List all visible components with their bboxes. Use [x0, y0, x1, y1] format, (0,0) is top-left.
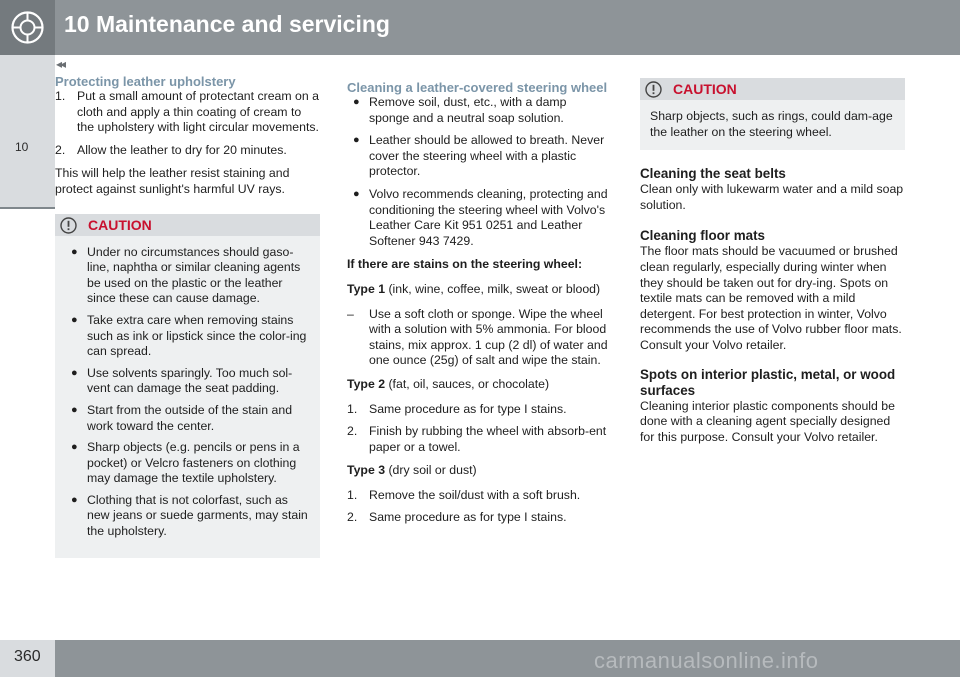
seat-belts-heading: Cleaning the seat belts: [640, 166, 786, 182]
chapter-tab-number: 10: [15, 140, 29, 154]
bullet-text: Start from the outside of the stain and work toward the center.: [87, 402, 293, 433]
bullet-icon: ●: [71, 245, 78, 258]
watermark-text: carmanualsonline.info: [594, 648, 819, 673]
step-number: 2.: [347, 424, 358, 439]
list-item: [347, 510, 609, 526]
caution-box: [55, 214, 320, 558]
list-item: [65, 245, 310, 307]
column-leather-upholstery: [55, 74, 320, 558]
type3-label-line: [347, 463, 609, 479]
bullet-text: Volvo recommends cleaning, protecting and conditioning the steering wheel with Volvo's Leather Care Kit 951 0251 and Leather Softener 943 7429.: [369, 186, 608, 248]
caution-list: [65, 245, 310, 540]
section-heading: Protecting leather upholstery: [55, 74, 236, 89]
warning-icon: [645, 81, 662, 98]
step-number: 2.: [347, 510, 358, 525]
type1-label: Type 1: [347, 281, 386, 296]
list-item: [65, 313, 310, 360]
seat-belts-text: Clean only with lukewarm water and a mild soap solution.: [640, 182, 904, 212]
bullet-text: Clothing that is not colorfast, such as new jeans or suede garments, may stain the upholstery.: [87, 492, 308, 539]
caution-title: CAUTION: [673, 81, 737, 97]
list-item: [65, 366, 310, 397]
section-heading: Cleaning a leather-covered steering wheel: [347, 80, 608, 95]
bullet-text: Use solvents sparingly. Too much sol-vent can damage the seat padding.: [87, 365, 293, 396]
type1-steps: [347, 307, 609, 369]
list-item: [55, 89, 320, 136]
list-item: [55, 143, 320, 159]
bullet-text: Leather should be allowed to breath. Never cover the steering wheel with a plastic protector.: [369, 133, 605, 179]
spots-text: Cleaning interior plastic components should be done with a cleaning agent specially designed for this purpose. Consult your Volvo retailer.: [640, 398, 895, 444]
bullet-text: Sharp objects (e.g. pencils or pens in a pocket) or Velcro fasteners on clothing may damage the textile upholstery.: [87, 440, 300, 486]
list-item: [347, 424, 609, 455]
caution-header: [55, 214, 320, 236]
bullet-icon: ●: [353, 187, 360, 200]
bullet-icon: ●: [353, 134, 360, 147]
caution-body: [640, 100, 905, 140]
bullet-text: Remove soil, dust, etc., with a damp sponge and a neutral soap solution.: [369, 95, 567, 125]
spots-heading: Spots on interior plastic, metal, or wood surfaces: [640, 366, 896, 398]
bullet-icon: ●: [353, 96, 360, 108]
chapter-tab[interactable]: [0, 55, 55, 209]
step-text: Same procedure as for type I stains.: [369, 401, 567, 416]
caution-body: [55, 236, 320, 540]
step-text: Remove the soil/dust with a soft brush.: [369, 487, 581, 502]
step-number: 1.: [55, 89, 66, 103]
back-arrows-icon[interactable]: ◂◂: [56, 57, 65, 71]
bullet-icon: ●: [71, 493, 78, 506]
list-item: [347, 95, 609, 126]
list-item: [65, 403, 310, 434]
wrench-gauge-icon: [9, 9, 46, 46]
list-item: [65, 493, 310, 540]
column-steering-wheel: [347, 74, 609, 534]
caution-header: [640, 78, 905, 100]
step-text: Allow the leather to dry for 20 minutes.: [77, 142, 287, 157]
bullet-text: Under no circumstances should gaso-line, naphtha or similar cleaning agents be used on the plastic or the leather since these can cause damage.: [87, 244, 301, 306]
paragraph: This will help the leather resist staining and protect against sunlight's harmful UV rays.: [55, 166, 290, 196]
type3-steps: [347, 488, 609, 526]
caution-box: [640, 78, 905, 150]
list-item: [347, 402, 609, 418]
stains-heading: If there are stains on the steering wheel:: [347, 257, 583, 272]
list-item: [347, 488, 609, 504]
caution-text: Sharp objects, such as rings, could dam-age the leather on the steering wheel.: [650, 109, 893, 139]
step-number: 2.: [55, 142, 66, 157]
floor-mats-heading: Cleaning floor mats: [640, 228, 765, 244]
dash-mark: –: [347, 306, 354, 321]
bullet-list: [347, 95, 609, 249]
type2-desc: (fat, oil, sauces, or chocolate): [385, 376, 550, 391]
type2-label: Type 2: [347, 376, 386, 391]
list-item: [65, 440, 310, 487]
list-item: [347, 133, 609, 180]
column-seatbelts-mats: [640, 74, 905, 454]
type1-desc: (ink, wine, coffee, milk, sweat or blood): [385, 281, 601, 296]
bullet-text: Take extra care when removing stains such as ink or lipstick since the color-ing can spread.: [87, 312, 307, 359]
bullet-icon: ●: [71, 403, 78, 416]
type1-label-line: [347, 282, 609, 298]
step-text: Finish by rubbing the wheel with absorb-ent paper or a towel.: [369, 424, 607, 454]
chapter-title: 10 Maintenance and servicing: [64, 11, 390, 37]
list-item: [347, 187, 609, 249]
type3-label: Type 3: [347, 463, 386, 478]
step-number: 1.: [347, 401, 358, 416]
type2-label-line: [347, 377, 609, 393]
step-text: Put a small amount of protectant cream on a cloth and apply a thin coating of cream to the upholstery with light circular movements.: [77, 89, 319, 135]
floor-mats-text: The floor mats should be vacuumed or brushed clean regularly, especially during winter when they should be taken out for dry-ing. Spots on textile mats can be removed with a mild detergent. For best protection in winter, Volvo recommends the use of Volvo rubber floor mats. Consult your Volvo retailer.: [640, 244, 902, 352]
bullet-icon: ●: [71, 313, 78, 326]
type2-steps: [347, 402, 609, 456]
page-number: 360: [14, 648, 41, 665]
step-text: Use a soft cloth or sponge. Wipe the wheel with a solution with 5% ammonia. For blood stains, mix approx. 1 cup (2 dl) of water and one ounce (25g) of salt and wipe the stain.: [369, 306, 608, 368]
step-text: Same procedure as for type I stains.: [369, 510, 567, 525]
step-number: 1.: [347, 487, 358, 502]
bullet-icon: ●: [71, 441, 78, 454]
chapter-icon-box: [0, 0, 55, 55]
bullet-icon: ●: [71, 366, 78, 379]
warning-icon: [60, 217, 77, 234]
list-item: [347, 307, 609, 369]
type3-desc: (dry soil or dust): [385, 463, 477, 478]
step-list: [55, 89, 320, 158]
caution-title: CAUTION: [88, 216, 152, 233]
